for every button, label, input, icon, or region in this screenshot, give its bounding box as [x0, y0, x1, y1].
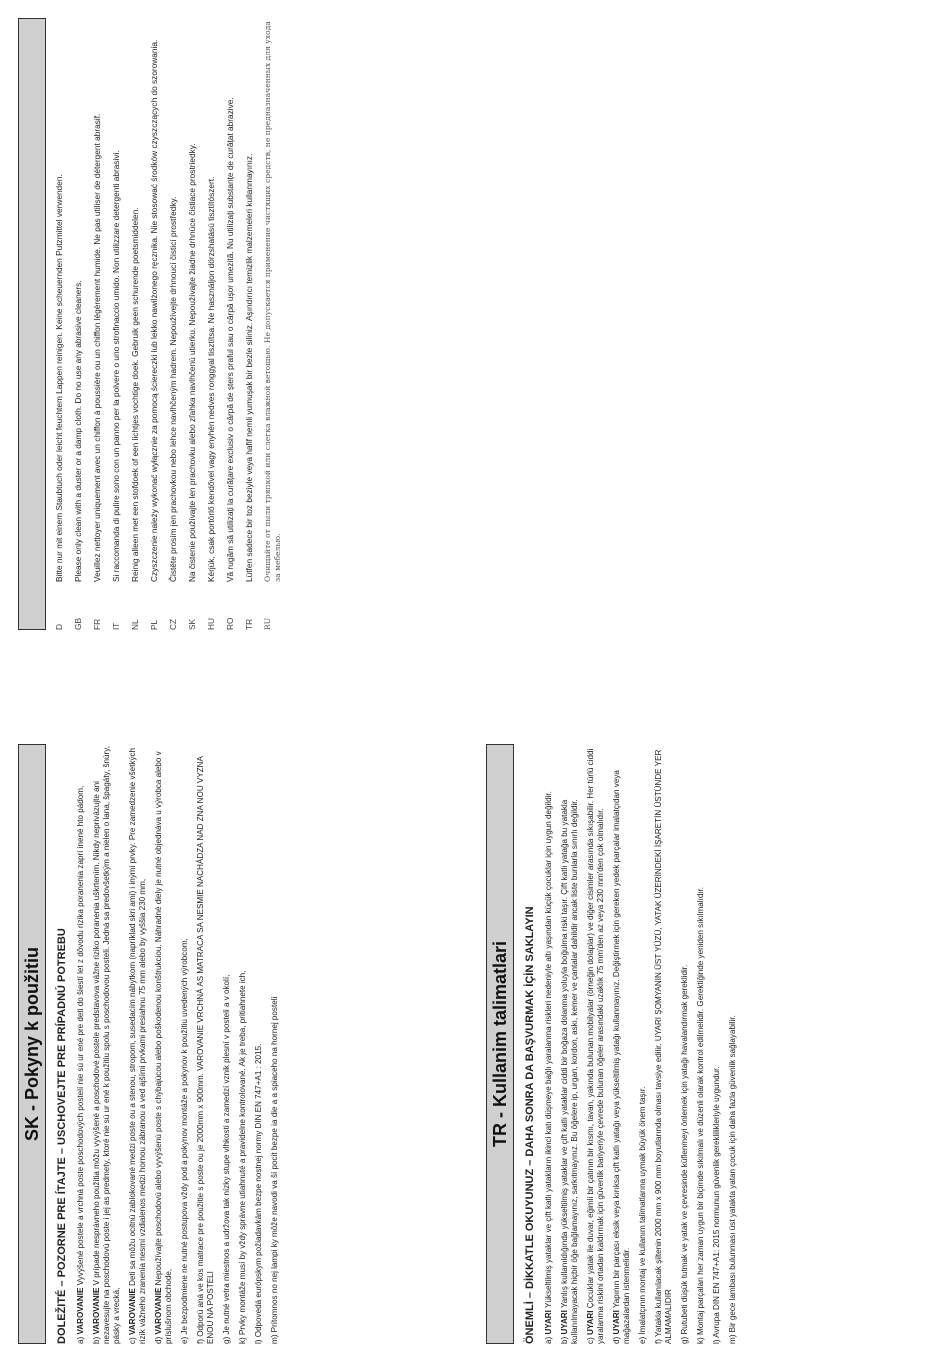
sk-item [76, 744, 86, 1344]
cleaning-items [54, 18, 283, 630]
sk-title-bar [18, 744, 46, 1344]
tr-item [560, 744, 580, 1344]
item-letter: a) [76, 1334, 85, 1344]
item-text: Yükseltilmiş yataklar ve çift katlı yatakların ikinci katı düşmeye bağlı yaralanma riskleri nedeniyle altı yaşından küçük çocuklar için uygun değildir. [544, 791, 553, 1311]
cleaning-row [92, 18, 102, 630]
language-code: RO [225, 617, 235, 630]
item-letter: k) [696, 1335, 705, 1344]
language-code: GB [73, 618, 83, 630]
sk-item [180, 744, 190, 1344]
warning-label: VAROVANIE [76, 1287, 85, 1335]
item-text: Vyvýšené postele a vrchná poste poschodových postelí nie sú ur ené pre deti do šiestí let z dôvodu rizika poranenia zaprí inené hto pádom, [76, 785, 85, 1288]
sk-items [76, 744, 280, 1344]
cleaning-text: Очищайте от пыли тряпкой или слегка влажной ветошью. Не допускается применение чистящих средств, не предназначенных для ухода за мебелью. [263, 21, 282, 582]
item-letter: l) [712, 1337, 721, 1344]
item-letter: b) [92, 1334, 101, 1344]
tr-items [544, 744, 738, 1344]
cleaning-text: Vă rugăm să utilizați la curățare exclusiv o cârpă de șters praful sau o cârpă ușor umezită. Nu utilizați substanțe de curățat abrazive. [225, 97, 235, 582]
sk-title: SK - Pokyny k použitiu [21, 946, 42, 1142]
sk-item [222, 744, 232, 1344]
sk-section [18, 744, 286, 1344]
cleaning-row [244, 18, 254, 630]
cleaning-row [225, 18, 235, 630]
item-letter: c) [128, 1335, 137, 1344]
cleaning-text: Na čistenie používajte len prachovku alebo zľahka navlhčenú utierku. Nepoužívajte žiadne drhnúce čistiace prostriedky. [187, 143, 197, 582]
warning-label: UYARI [560, 1310, 569, 1335]
cleaning-text: Lütfen sadece bir toz beziyle veya hafif nemli yumuşak bir bezle siliniz. Aşındırıcı temizlik malzemeleri kullanmayınız. [244, 153, 254, 582]
cleaning-row [263, 18, 283, 630]
cleaning-text: Please only clean with a duster or a damp cloth. Do no use any abrasive cleaners. [73, 280, 83, 582]
item-letter: a) [544, 1334, 553, 1344]
item-letter: d) [154, 1334, 163, 1344]
cleaning-title-bar [18, 18, 46, 630]
sk-item [154, 744, 174, 1344]
item-text: Rutubeti düşük tutmak ve yatak ve çevresinde küflenmeyi önlemek için yatağı havalandırmak gereklidir. [680, 964, 689, 1335]
item-text: Montaj parçaları her zaman uygun bir biçimde sıkılmalı ve düzenli olarak kontrol edilmelidir. Gerektiğinde yeniden sıkılmalıdır. [696, 886, 705, 1335]
tr-item [712, 744, 722, 1344]
tr-item [680, 744, 690, 1344]
item-text: Nepoužívajte poschodovú alebo vyvýšenú poste s chýbajúcou alebo poškodenou konštrukciou. Náhradné diely je nutné objednáva u výrobca alebo v príslušnom obchode, [154, 751, 173, 1344]
item-letter: k) [238, 1335, 247, 1344]
cleaning-row [206, 18, 216, 630]
tr-title-bar [486, 744, 514, 1344]
item-text: Çocuklar yatak ile duvar, eğimli bir çatının bir kısmı, tavan, yakında bulunan mobilyalar (örneğin dolaplar) ve diğer cisimler arasında sıkışabilir. Her türlü ciddi yaralanma riskini ortadan kaldırmak için güvenlik bariyeriyle çevrede bulunan öğeler arasındaki uzaklık 75 mm'den az veya 230 mm'den çok olmalıdır. [586, 748, 605, 1344]
tr-item [728, 744, 738, 1344]
item-text: İmalatçının montaj ve kullanım talimatlarına uymak büyük önem taşır. [638, 1086, 647, 1335]
sk-item [238, 744, 248, 1344]
language-code: NL [130, 619, 140, 630]
language-code: CZ [168, 618, 178, 630]
cleaning-text: Čistěte prosím jen prachovkou nebo lehce navlhčeným hadrem. Nepoužívejte drhnoucí čisticí prostředky. [168, 196, 178, 582]
sk-item [254, 744, 264, 1344]
item-text: V prípade nesprávneho použitia môžu vyvýšené a poschodové postele predstavova vážne riziko poranenia uškrtením. Nikdy neprivázujte ani nezavesujte na poschodovú poste i jej as predmety, ktoré nie sú ur ené k použitiu spolu s poschodovou posteli. Jedná sa predovšetkým a nielen o lana, špagáty, šnúry, pásky a vrecká, [92, 746, 121, 1344]
item-text: Yanlış kullanıldığında yükseltilmiş yataklar ve çift katlı yataklar ciddi bir boğaza dolanma yoluyla boğulma riski taşır. Çift katlı yatağa bu yatakla kullanılmayacak hiçbir öğe bağlamayınız, sarkıtmayınız. Bu öğelere ip, urgan, kordon, askı, kemer ve çantalar dahildir ancak liste bunlarla sınırlı değildir. [560, 799, 579, 1344]
item-letter: f) [196, 1336, 205, 1344]
warning-label: VAROVANIE [154, 1287, 163, 1335]
item-letter: g) [680, 1334, 689, 1344]
warning-label: UYARI [586, 1310, 595, 1335]
language-code: RU [263, 617, 272, 630]
sk-item [196, 744, 216, 1344]
item-letter: e) [180, 1334, 189, 1344]
sk-item [270, 744, 280, 1344]
item-text: Prvky montáže musí by vždy správne utiahnuté a pravidelne kontrolované. Ak je treba, pritiahnete ich, [238, 970, 247, 1335]
warning-label: VAROVANIE [128, 1288, 137, 1335]
tr-item [586, 744, 606, 1344]
item-letter: d) [612, 1334, 621, 1344]
sk-item [128, 744, 148, 1344]
sk-heading: DOLEŽITÉ – POZORNE PRE ÍTAJTE – USCHOVEJTE PRE PRÍPADNÚ POTREBU [56, 928, 68, 1344]
item-letter: l) [254, 1337, 263, 1344]
language-code: FR [92, 618, 102, 630]
cleaning-text: Si raccomanda di pulire sono con un panno per la polvere o uno strofinaccio umido. Non utilizzare detergenti abrasivi. [111, 150, 121, 582]
tr-item [612, 744, 632, 1344]
cleaning-section [18, 18, 292, 630]
item-letter: b) [560, 1334, 569, 1344]
item-text: Je nutné vetra miestnos a udržova tak nízky stupe vlhkosti a zamedzí vznik plesní v posteli a v okolí, [222, 974, 231, 1335]
tr-section [486, 744, 744, 1344]
item-letter: f) [654, 1336, 663, 1344]
tr-item [544, 744, 554, 1344]
cleaning-row [168, 18, 178, 630]
item-text: Avrupa DIN EN 747+A1: 2015 normunun güvenlik gereklilikleriyle uygundur. [712, 1066, 721, 1338]
cleaning-text: Kérjük, csak portörlő kendővel vagy enyhén nedves ronggyal tisztítsa. Ne használjon dörzshatású tisztítószert. [206, 176, 216, 582]
item-letter: g) [222, 1334, 231, 1344]
warning-label: VAROVANIE [92, 1287, 101, 1335]
language-code: PL [149, 619, 159, 630]
warning-label: UYARI [544, 1310, 553, 1335]
item-text: Odporú aná ve kos matrace pre použitie s poste ou je 2000mm x 900mm. VAROVANIE VRCHNÁ AS MATRACA SA NESMIE NACHÁDZA NAD ZNA NOU VYZNA ENOU NA POSTELI [196, 756, 215, 1344]
language-code: HU [206, 618, 216, 630]
language-code: D [54, 624, 64, 630]
cleaning-text: Bitte nur mit einem Staubtuch oder leicht feuchtem Lappen reinigen. Keine scheuernden Putzmittel verwenden. [54, 174, 64, 582]
item-text: Bir gece lambası bulunması üst yatakta yatan çocuk için daha fazla güvenlik sağlayabilir. [728, 1015, 737, 1333]
item-letter: m) [728, 1332, 737, 1344]
language-code: IT [111, 622, 121, 630]
cleaning-row [111, 18, 121, 630]
item-text: Yatakla kullanılacak şiltenin 2000 mm x 900 mm boyutlarında olması tavsiye edilir. UYARI ŞOMYANIN ÜST YÜZÜ, YATAK ÜZERİNDEKİ İŞARETİN ÜSTÜNDE YER ALMAMALIDIR [654, 749, 673, 1344]
item-text: Yapının bir parçası eksik veya kırıksa çift katlı yatağı veya yükseltilmiş yatağı kullanmayınız. Değiştirmek için gereken yedek parçalar imalatçıdan veya mağazalardan istenmelidir. [612, 770, 631, 1344]
item-text: Prítomnos no nej lampi ky môže navodi va ší pocit bezpe ia die a a spiaceho na hornej posteli [270, 996, 279, 1333]
language-code: SK [187, 618, 197, 630]
warning-label: UYARI [612, 1310, 621, 1335]
item-letter: m) [270, 1332, 279, 1344]
language-code: TR [244, 618, 254, 630]
cleaning-row [149, 18, 159, 630]
cleaning-row [187, 18, 197, 630]
cleaning-row [73, 18, 83, 630]
tr-item [638, 744, 648, 1344]
cleaning-text: Reinig alleen met een stofdoek of een lichtjes vochtige doek. Gebruik geen schurende poetsmiddelen. [130, 207, 140, 582]
cleaning-text: Czyszczenie należy wykonać wyłącznie za pomocą ściereczki lub lekko nawilżonego ręcznika. Nie stosować środków czyszczących do szorowania. [149, 39, 159, 582]
tr-title: TR - Kullanim talimatlari [489, 940, 510, 1148]
tr-item [654, 744, 674, 1344]
tr-item [696, 744, 706, 1344]
cleaning-row [130, 18, 140, 630]
item-letter: e) [638, 1334, 647, 1344]
item-text: Deti sa môžu ocitnú zablokované medzi poste ou a stenou, stropom, susedacím nábytkom (napríklad skri ami) i inými prvky. Pre zamedzenie všetkých rizík vážneho zranenia nesmí vzdialenos medzi hornou zábranou a ved ajšími prvkami presiahnu 75 mm alebo by vyššia 230 mm, [128, 747, 147, 1344]
item-letter: c) [586, 1335, 595, 1344]
cleaning-text: Veuillez nettoyer uniquement avec un chiffon à poussière ou un chiffon légèrement humide. Ne pas utiliser de détergent abrasif. [92, 113, 102, 582]
item-text: Odpovedá európskym požiadavkám bezpe nostnej normy DIN EN 747+A1 : 2015. [254, 1043, 263, 1338]
item-text: Je bezpodmiene ne nutné postupova vždy pod a pokynov montáže a pokynov k použitiu uvedených výrobcom, [180, 938, 189, 1335]
sk-item [92, 744, 122, 1344]
tr-heading: ÖNEMLİ – DİKKATLE OKUYUNUZ – DAHA SONRA DA BAŞVURMAK İÇİN SAKLAYIN [524, 906, 536, 1344]
cleaning-row [54, 18, 64, 630]
